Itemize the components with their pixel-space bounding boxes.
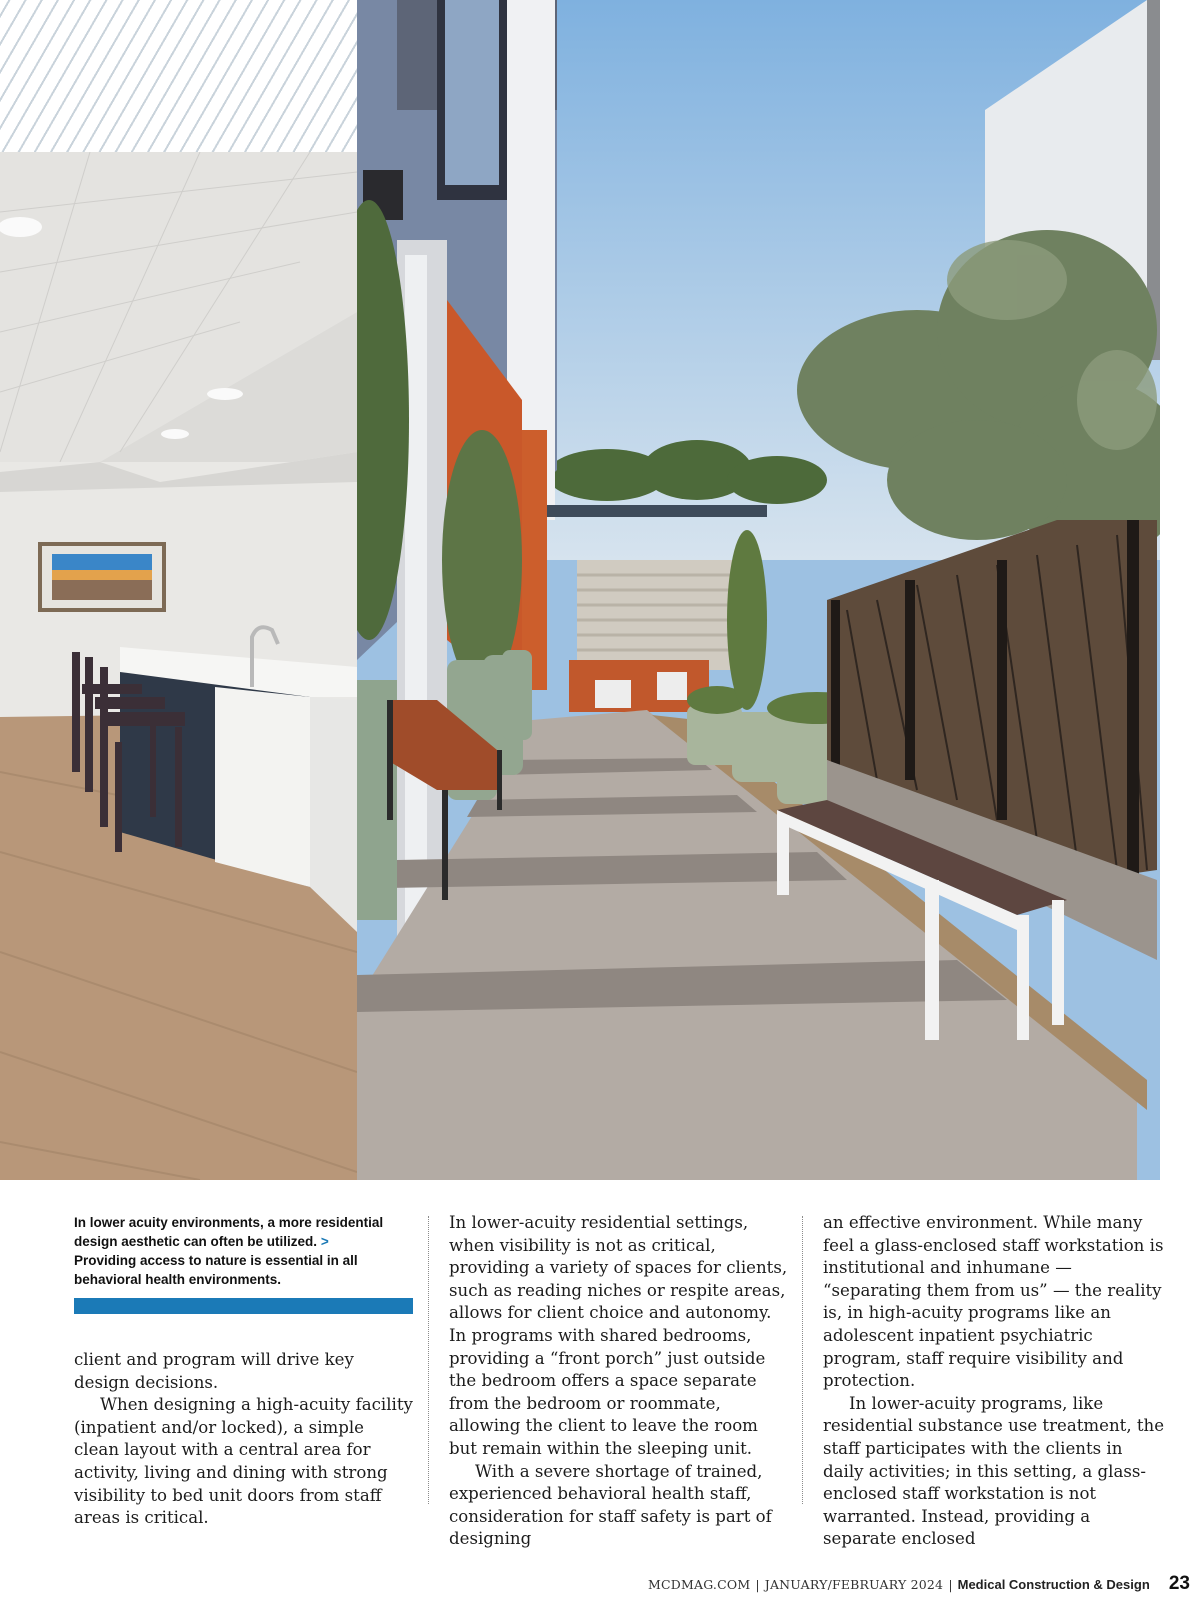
column-divider <box>802 1216 803 1504</box>
paragraph: In lower-acuity programs, like residential substance use treatment, the staff participates with the clients in daily activities; in this setting, a glass-enclosed staff workstation is not warranted. Instead, providing a separate enclosed <box>823 1393 1165 1549</box>
footer-magazine: Medical Construction & Design <box>957 1577 1150 1592</box>
caption-arrow: > <box>320 1234 329 1249</box>
page-footer <box>600 1573 1190 1597</box>
courtyard-photo <box>357 0 1160 1180</box>
caption-text: In lower acuity environments, a more residential design aesthetic can often be utilized. <box>74 1215 384 1249</box>
paragraph: In lower-acuity residential settings, when visibility is not as critical, providing a variety of spaces for clients, such as reading niches or respite areas, allows for client choice and autonomy. In programs with shared bedrooms, providing a “front porch” just outside the bedroom offers a space separate from the bedroom or roommate, allowing the client to leave the room but remain within the sleeping unit. <box>449 1213 788 1458</box>
footer-separator: | <box>755 1577 760 1592</box>
footer-issue: JANUARY/FEBRUARY 2024 <box>764 1577 944 1592</box>
photo-caption <box>74 1213 396 1289</box>
footer-separator: | <box>948 1577 953 1592</box>
page-number: 23 <box>1168 1573 1190 1594</box>
body-column-2 <box>449 1212 789 1551</box>
caption-text-2: Providing access to nature is essential in all behavioral health environments. <box>74 1253 358 1287</box>
interior-photo <box>0 152 357 1180</box>
hatch-pattern <box>0 0 357 152</box>
column-divider <box>428 1216 429 1504</box>
body-column-3 <box>823 1212 1168 1551</box>
paragraph: an effective environment. While many feel a glass-enclosed staff workstation is institutional and inhumane — “separating them from us” — the reality is, in high-acuity programs like an adolescent inpatient psychiatric program, staff require visibility and protection. <box>823 1213 1164 1391</box>
body-column-1 <box>74 1349 414 1530</box>
paragraph: When designing a high-acuity facility (inpatient and/or locked), a simple clean layout with a central area for activity, living and dining with strong visibility to bed unit doors from staff areas is critical. <box>74 1395 413 1528</box>
paragraph: client and program will drive key design decisions. <box>74 1350 354 1392</box>
footer-site: MCDMAG.COM <box>647 1577 751 1592</box>
caption-accent-bar <box>74 1298 413 1314</box>
paragraph: With a severe shortage of trained, experienced behavioral health staff, consideration for staff safety is part of designing <box>449 1461 772 1549</box>
